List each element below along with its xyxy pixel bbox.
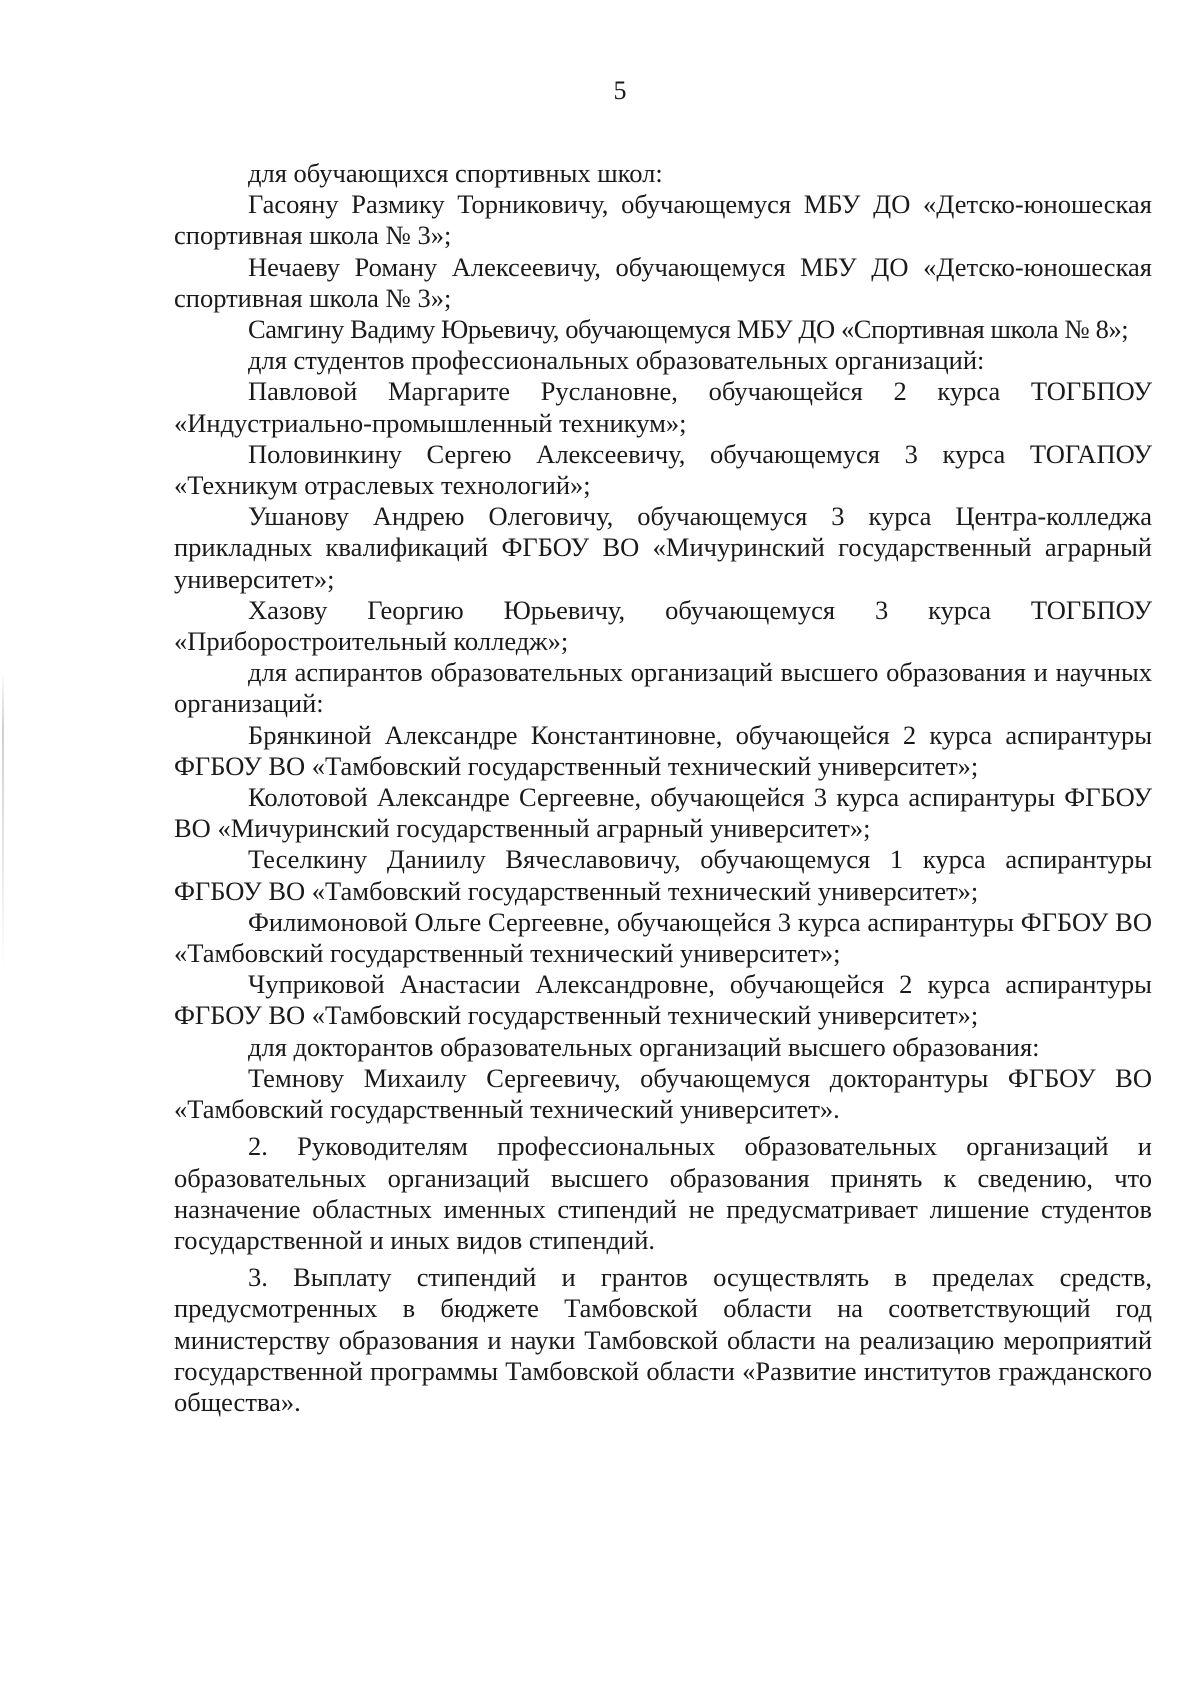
scan-edge-mark (2, 670, 4, 970)
paragraph-clause-2: 2. Руководителям профессиональных образовательных организаций и образовательных организаций высшего образования принять к сведению, что назначение областных именных стипендий не предусматривает лишение студентов государственной и иных видов стипендий. (174, 1131, 1152, 1255)
paragraph-bryankina: Брянкиной Александре Константиновне, обучающейся 2 курса аспирантуры ФГБОУ ВО «Тамбовский государственный технический университет»; (174, 719, 1152, 781)
paragraph-filimonova: Филимоновой Ольге Сергеевне, обучающейся 3 курса аспирантуры ФГБОУ ВО «Тамбовский государственный технический университет»; (174, 906, 1152, 969)
document-body (174, 158, 1152, 1418)
paragraph-doctoral-heading: для докторантов образовательных организаций высшего образования: (248, 1031, 1040, 1062)
paragraph-nechaev: Нечаеву Роману Алексеевичу, обучающемуся МБУ ДО «Детско-юношеская спортивная школа № 3»; (174, 251, 1152, 313)
paragraph-temnov: Темнову Михаилу Сергеевичу, обучающемуся докторантуры ФГБОУ ВО «Тамбовский государственный технический университет». (174, 1062, 1152, 1125)
paragraph-polovinkin: Половинкину Сергею Алексеевичу, обучающемуся 3 курса ТОГАПОУ «Техникум отраслевых технологий»; (174, 438, 1152, 501)
paragraph-samgin: Самгину Вадиму Юрьевичу, обучающемуся МБУ ДО «Спортивная школа № 8»; (248, 314, 1129, 345)
paragraph-professional-students-heading: для студентов профессиональных образовательных организаций: (248, 345, 985, 376)
paragraph-pavlova: Павловой Маргарите Руслановне, обучающейся 2 курса ТОГБПОУ «Индустриально-промышленный техникум»; (174, 376, 1152, 438)
paragraph-khazov: Хазову Георгию Юрьевичу, обучающемуся 3 курса ТОГБПОУ «Приборостроительный колледж»; (174, 594, 1152, 657)
paragraph-kolotova: Колотовой Александре Сергеевне, обучающейся 3 курса аспирантуры ФГБОУ ВО «Мичуринский государственный аграрный университет»; (174, 782, 1152, 844)
paragraph-ushanov: Ушанову Андрею Олеговичу, обучающемуся 3 курса Центра-колледжа прикладных квалификаций ФГБОУ ВО «Мичуринский государственный аграрный университет»; (174, 501, 1152, 594)
paragraph-gasoyan: Гасояну Размику Торниковичу, обучающемуся МБУ ДО «Детско-юношеская спортивная школа № 3»; (174, 189, 1152, 251)
page-number: 5 (613, 76, 627, 105)
paragraph-postgraduates-heading: для аспирантов образовательных организаций высшего образования и научных организаций: (174, 657, 1152, 719)
paragraph-sports-schools-heading: для обучающихся спортивных школ: (248, 158, 663, 188)
paragraph-chuprikova: Чуприковой Анастасии Александровне, обучающейся 2 курса аспирантуры ФГБОУ ВО «Тамбовский государственный технический университет»; (174, 969, 1152, 1031)
paragraph-teselkin: Теселкину Даниилу Вячеславовичу, обучающемуся 1 курса аспирантуры ФГБОУ ВО «Тамбовский государственный технический университет»; (174, 844, 1152, 906)
paragraph-clause-3: 3. Выплату стипендий и грантов осуществлять в пределах средств, предусмотренных в бюджете Тамбовской области на соответствующий год министерству образования и науки Тамбовской области на реализацию мероприятий государственной программы Тамбовской области «Развитие институтов гражданского общества». (174, 1262, 1152, 1417)
